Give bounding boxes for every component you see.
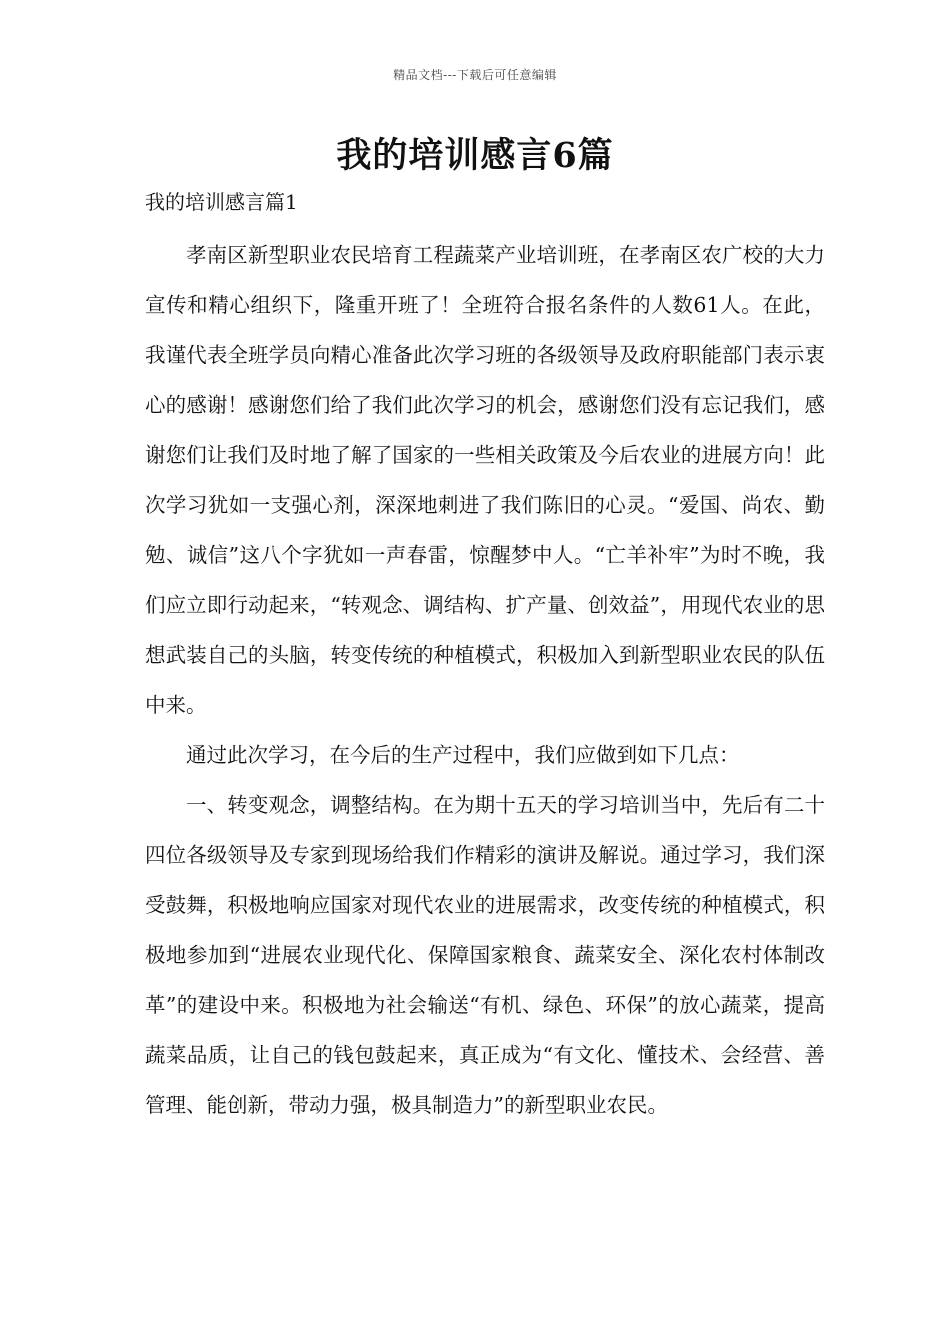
paragraph-intro: 孝南区新型职业农民培育工程蔬菜产业培训班，在孝南区农广校的大力宣传和精心组织下，隆重开班了！全班符合报名条件的人数61人。在此，我谨代表全班学员向精心准备此次学习班的各级领导及政府职能部门表示衷心的感谢！感谢您们给了我们此次学习的机会，感谢您们没有忘记我们，感谢您们让我们及时地了解了国家的一些相关政策及今后农业的进展方向！此次学习犹如一支强心剂，深深地刺进了我们陈旧的心灵。“爱国、尚农、勤勉、诚信”这八个字犹如一声春雷，惊醒梦中人。“亡羊补牢”为时不晚，我们应立即行动起来，“转观念、调结构、扩产量、创效益”，用现代农业的思想武装自己的头脑，转变传统的种植模式，积极加入到新型职业农民的队伍中来。	[145, 243, 825, 717]
paragraph-point-one: 一、转变观念，调整结构。在为期十五天的学习培训当中，先后有二十四位各级领导及专家到现场给我们作精彩的演讲及解说。通过学习，我们深受鼓舞，积极地响应国家对现代农业的进展需求，改变传统的种植模式，积极地参加到“进展农业现代化、保障国家粮食、蔬菜安全、深化农村体制改革”的建设中来。积极地为社会输送“有机、绿色、环保”的放心蔬菜，提高蔬菜品质，让自己的钱包鼓起来，真正成为“有文化、懂技术、会经营、善管理、能创新，带动力强，极具制造力”的新型职业农民。	[145, 793, 825, 1117]
document-body	[145, 230, 825, 1130]
paragraph-points-lead: 通过此次学习，在今后的生产过程中，我们应做到如下几点：	[186, 743, 740, 767]
document-title: 我的培训感言6篇	[336, 135, 614, 176]
section-heading: 我的培训感言篇1	[145, 190, 298, 214]
header-note: 精品文档---下载后可任意编辑	[393, 68, 557, 82]
